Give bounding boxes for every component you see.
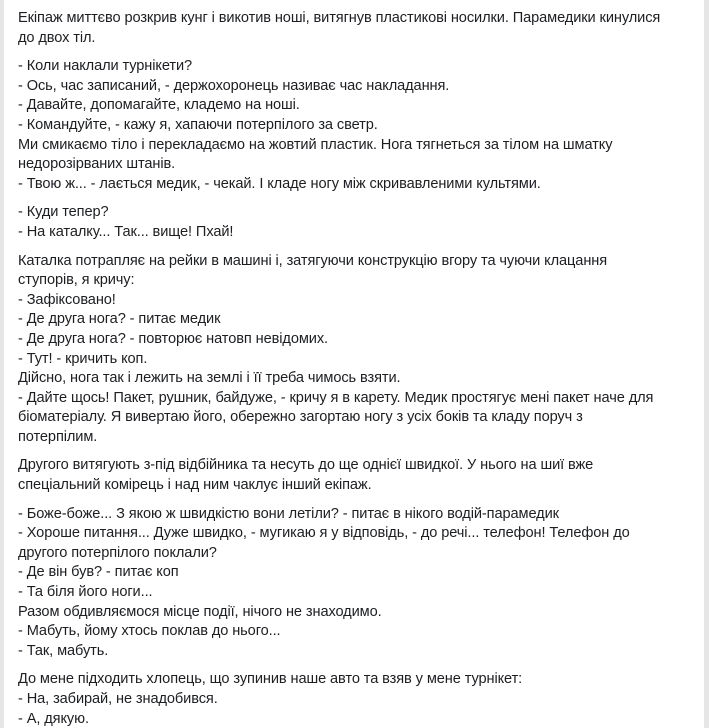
paragraph-3 bbox=[18, 203, 698, 242]
text-line: - Твою ж... - лається медик, - чекай. І кладе ногу між скривавленими культями. bbox=[18, 175, 541, 192]
text-line: - Так, мабуть. bbox=[18, 642, 109, 659]
paragraph-4 bbox=[18, 252, 698, 448]
text-line: другого потерпілого поклали? bbox=[18, 544, 217, 561]
text-line: - На, забирай, не знадобився. bbox=[18, 691, 218, 707]
text-line: - Хороше питання... Дуже швидко, - мугикаю я у відповідь, - до речі... телефон! Телефон до bbox=[18, 525, 630, 542]
text-line: - Ось, час записаний, - держохоронець називає час накладання. bbox=[18, 77, 450, 94]
text-line: - Та біля його ноги... bbox=[18, 584, 153, 601]
text-line: - Коли наклали турнікети? bbox=[18, 58, 193, 75]
paragraph-1 bbox=[18, 9, 698, 48]
text-line: біоматеріалу. Я вивертаю його, обережно загортаю ногу з усіх боків та кладу поруч з bbox=[18, 409, 583, 426]
text-line: ступорів, я кричу: bbox=[18, 272, 135, 289]
text-line: - Зафіксовано! bbox=[18, 291, 116, 308]
text-line: до двох тіл. bbox=[18, 29, 96, 46]
text-line: Дійсно, нога так і лежить на землі і її треба чимось взяти. bbox=[18, 370, 401, 387]
paragraph-2 bbox=[18, 57, 698, 194]
text-line: - Дайте щось! Пакет, рушник, байдуже, - кричу я в карету. Медик простягує мені пакет наче для bbox=[18, 389, 654, 406]
text-line: - Де він був? - питає коп bbox=[18, 564, 179, 581]
text-line: - А, дякую. bbox=[18, 710, 89, 727]
text-line: - Давайте, допомагайте, кладемо на ноші. bbox=[18, 97, 300, 114]
paragraph-7 bbox=[18, 670, 698, 728]
text-line: - Мабуть, йому хтось поклав до нього... bbox=[18, 623, 281, 640]
text-line: спеціальний комірець і над ним чаклує інший екіпаж. bbox=[18, 477, 372, 494]
post-body-text bbox=[18, 9, 698, 728]
text-line: - Тут! - кричить коп. bbox=[18, 350, 148, 367]
text-line: Другого витягують з-під відбійника та несуть до ще однієї швидкої. У нього на шиї вже bbox=[18, 457, 594, 474]
text-line: Разом обдивляємося місце події, нічого не знаходимо. bbox=[18, 603, 382, 620]
text-line: потерпілим. bbox=[18, 428, 98, 445]
paragraph-5 bbox=[18, 456, 698, 495]
text-line: Екіпаж миттєво розкрив кунг і викотив ноші, витягнув пластикові носилки. Парамедики кинулися bbox=[18, 10, 661, 26]
text-line: недорозірваних штанів. bbox=[18, 156, 176, 173]
text-line: Каталка потрапляє на рейки в машині і, затягуючи конструкцію вгору та чуючи клацання bbox=[18, 252, 608, 269]
text-line: Ми смикаємо тіло і перекладаємо на жовтий пластик. Нога тягнеться за тілом на шматку bbox=[18, 136, 613, 153]
text-line: До мене підходить хлопець, що зупинив наше авто та взяв у мене турнікет: bbox=[18, 671, 523, 688]
text-line: - На каталку... Так... вище! Пхай! bbox=[18, 223, 234, 240]
text-line: - Де друга нога? - повторює натовп невідомих. bbox=[18, 330, 328, 347]
text-line: - Боже-боже... З якою ж швидкістю вони летіли? - питає в нікого водій-парамедик bbox=[18, 505, 559, 522]
paragraph-6 bbox=[18, 505, 698, 662]
text-line: - Командуйте, - кажу я, хапаючи потерпілого за светр. bbox=[18, 116, 378, 133]
text-line: - Куди тепер? bbox=[18, 204, 109, 221]
text-line: - Де друга нога? - питає медик bbox=[18, 311, 221, 328]
